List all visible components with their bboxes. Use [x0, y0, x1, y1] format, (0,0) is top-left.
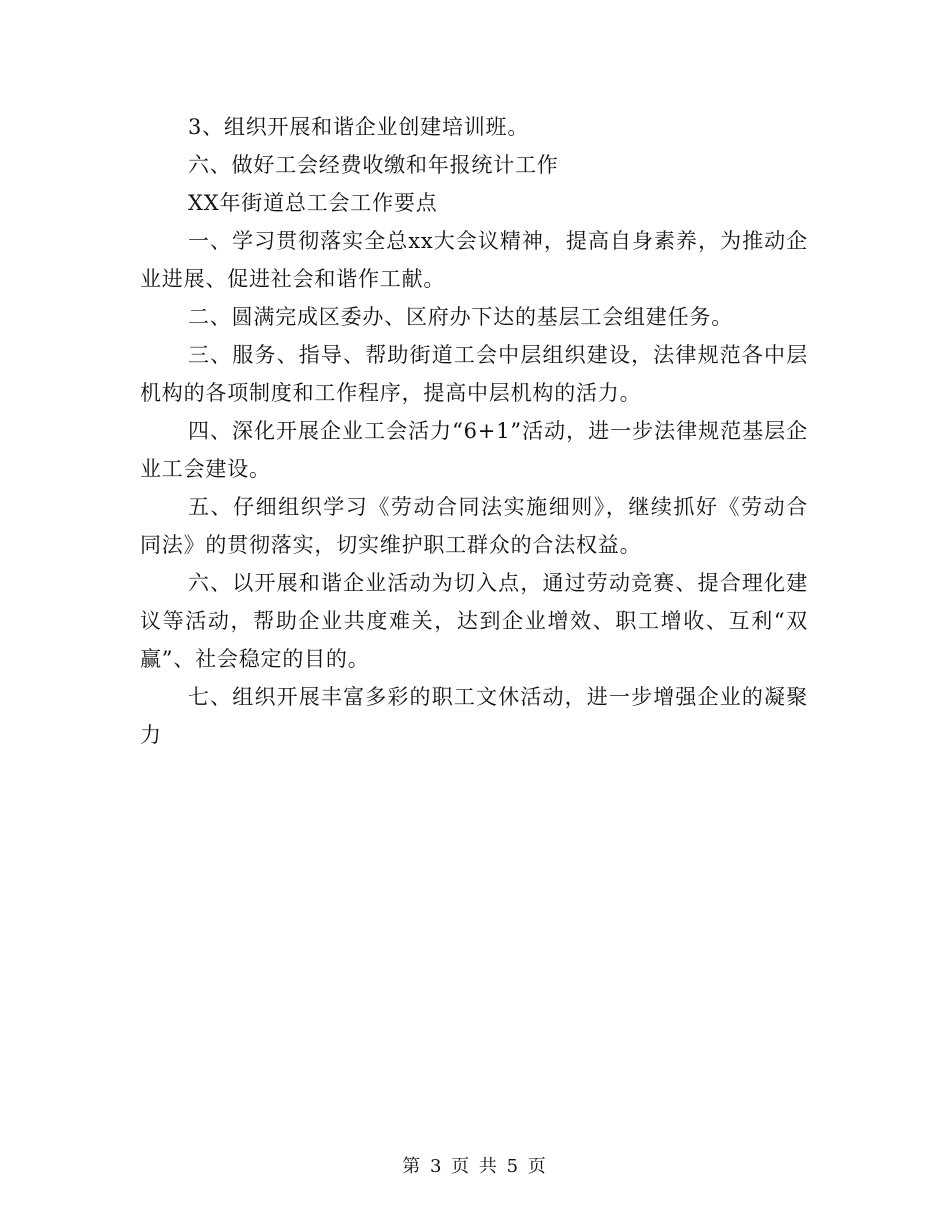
paragraph-point-4: 四、深化开展企业工会活力“6+1”活动，进一步法律规范基层企业工会建设。	[140, 419, 808, 481]
paragraph-point-7: 七、组织开展丰富多彩的职工文休活动，进一步增强企业的凝聚力	[140, 685, 808, 747]
page-number-footer: 第 3 页 共 5 页	[402, 1156, 548, 1177]
section-heading-6: 六、做好工会经费收缴和年报统计工作	[188, 153, 559, 177]
paragraph-point-1: 一、学习贯彻落实全总xx大会议精神，提高自身素养，为推动企业进展、促进社会和谐作工献。	[140, 229, 808, 291]
document-subtitle: XX年街道总工会工作要点	[188, 191, 438, 215]
paragraph-point-6: 六、以开展和谐企业活动为切入点，通过劳动竞赛、提合理化建议等活动，帮助企业共度难关，达到企业增效、职工增收、互利“双赢”、社会稳定的目的。	[140, 571, 808, 671]
paragraph-point-3: 三、服务、指导、帮助街道工会中层组织建设，法律规范各中层机构的各项制度和工作程序，提高中层机构的活力。	[140, 343, 808, 405]
paragraph-item-3: 3、组织开展和谐企业创建培训班。	[188, 115, 530, 139]
paragraph-point-2: 二、圆满完成区委办、区府办下达的基层工会组建任务。	[188, 305, 733, 329]
paragraph-point-5: 五、仔细组织学习《劳动合同法实施细则》，继续抓好《劳动合同法》的贯彻落实，切实维护职工群众的合法权益。	[140, 495, 808, 557]
document-body	[140, 108, 808, 754]
